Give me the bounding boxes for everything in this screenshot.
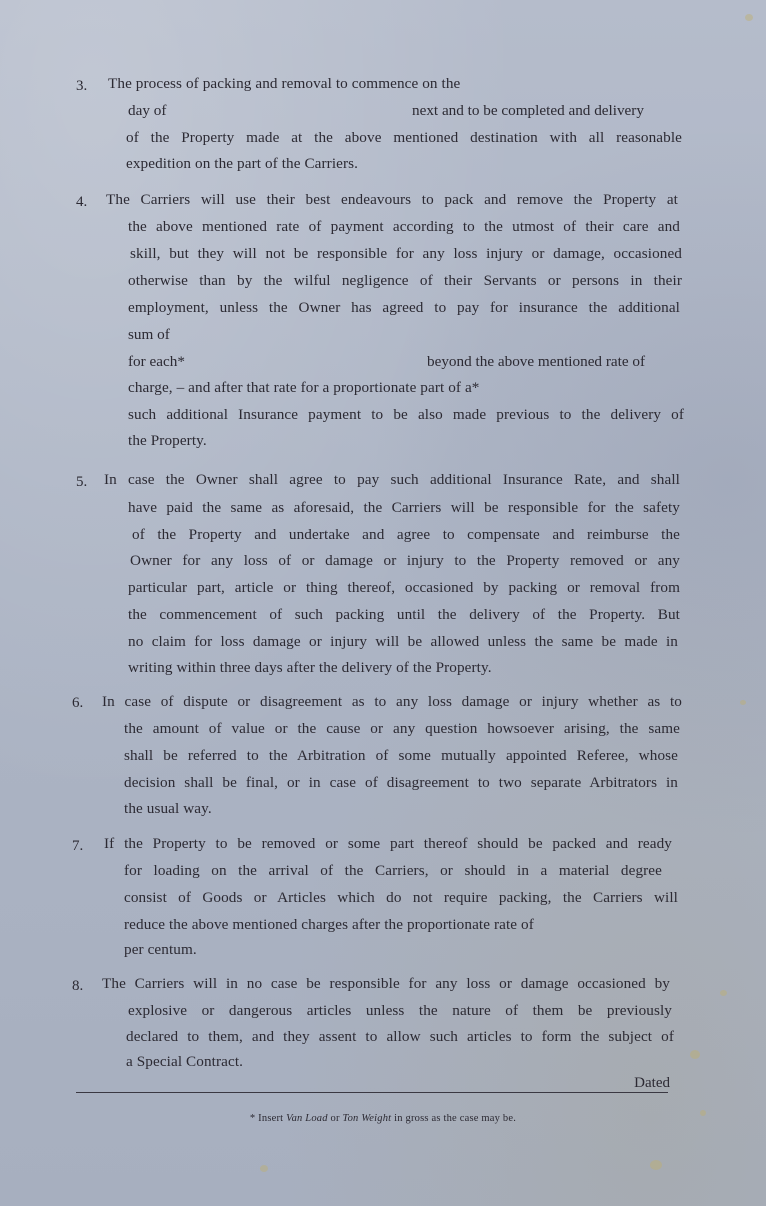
clause-line: the commencement of such packing until the delivery of the Property. But — [128, 606, 680, 623]
clause-line: charge, – and after that rate for a proportionate part of a* — [128, 379, 480, 396]
clause-line: for each* — [128, 353, 185, 370]
clause-line: have paid the same as aforesaid, the Carriers will be responsible for the safety — [128, 499, 680, 516]
footnote-term-ton-weight: Ton Weight — [342, 1113, 392, 1124]
clause-line: next and to be completed and delivery — [412, 102, 644, 119]
clause-number: 6. — [72, 695, 84, 711]
clause-line: particular part, article or thing thereof, occasioned by packing or removal from — [128, 579, 680, 596]
clause-line: In case the Owner shall agree to pay such additional Insurance Rate, and shall — [104, 471, 680, 488]
clause-line: Owner for any loss of or damage or injury to the Property removed or any — [130, 552, 680, 569]
clause-number: 4. — [76, 194, 88, 210]
clause-line: shall be referred to the Arbitration of some mutually appointed Referee, whose — [124, 747, 678, 764]
clause-number: 8. — [72, 978, 84, 994]
clause-line: no claim for loss damage or injury will be allowed unless the same be made in — [128, 633, 678, 650]
foxing-speck — [745, 14, 753, 21]
clause-line: In case of dispute or disagreement as to any loss damage or injury whether as to — [102, 693, 682, 710]
clause-line: The process of packing and removal to commence on the — [108, 75, 461, 92]
clause-line: the above mentioned rate of payment according to the utmost of their care and — [128, 218, 680, 235]
footnote-prefix: * Insert — [249, 1113, 284, 1124]
clause-line: the Property. — [128, 432, 207, 449]
footnote-suffix: in gross as the case may be. — [394, 1113, 517, 1124]
clause-number: 5. — [76, 474, 88, 490]
clause-line: employment, unless the Owner has agreed to pay for insurance the additional — [128, 299, 680, 316]
footnote-mid: or — [330, 1113, 340, 1124]
clause-line: sum of — [128, 326, 170, 343]
foxing-speck — [740, 700, 746, 705]
clause-line: for loading on the arrival of the Carriers, or should in a material degree — [124, 862, 662, 879]
clause-line: expedition on the part of the Carriers. — [126, 155, 359, 172]
clause-line: per centum. — [124, 941, 197, 958]
clause-line: otherwise than by the wilful negligence of their Servants or persons in their — [128, 272, 682, 289]
clause-line: consist of Goods or Articles which do not require packing, the Carriers will — [124, 889, 678, 906]
clause-line: The Carriers will in no case be responsible for any loss or damage occasioned by — [102, 975, 670, 992]
footnote-term-van-load: Van Load — [286, 1113, 328, 1124]
clause-line: a Special Contract. — [126, 1053, 244, 1070]
signature-rule — [76, 1092, 668, 1093]
clause-line: declared to them, and they assent to allow such articles to form the subject of — [126, 1028, 674, 1045]
clause-line: of the Property and undertake and agree to compensate and reimburse the — [132, 526, 680, 543]
clause-line: beyond the above mentioned rate of — [427, 353, 646, 370]
clause-line: skill, but they will not be responsible for any loss injury or damage, occasioned — [130, 245, 682, 262]
foxing-speck — [700, 1110, 706, 1116]
clause-number: 3. — [76, 78, 88, 94]
clause-line: explosive or dangerous articles unless the nature of them be previously — [128, 1002, 672, 1019]
clause-number: 7. — [72, 838, 84, 854]
clause-line: day of — [128, 102, 167, 119]
clause-line: writing within three days after the delivery of the Property. — [128, 659, 492, 676]
footnote — [0, 1112, 766, 1126]
foxing-speck — [720, 990, 727, 996]
clause-line: decision shall be final, or in case of disagreement to two separate Arbitrators in — [124, 774, 678, 791]
dated-label: Dated — [634, 1075, 670, 1091]
foxing-speck — [690, 1050, 700, 1059]
clause-line: the usual way. — [124, 800, 212, 817]
clause-line: such additional Insurance payment to be also made previous to the delivery of — [128, 406, 684, 423]
clause-line: the amount of value or the cause or any question howsoever arising, the same — [124, 720, 680, 737]
clause-line: The Carriers will use their best endeavours to pack and remove the Property at — [106, 191, 678, 208]
clause-line: of the Property made at the above mentioned destination with all reasonable — [126, 129, 682, 146]
clause-line: reduce the above mentioned charges after the proportionate rate of — [124, 916, 534, 933]
foxing-speck — [650, 1160, 662, 1170]
clause-line: If the Property to be removed or some part thereof should be packed and ready — [104, 835, 672, 852]
foxing-speck — [260, 1165, 268, 1172]
